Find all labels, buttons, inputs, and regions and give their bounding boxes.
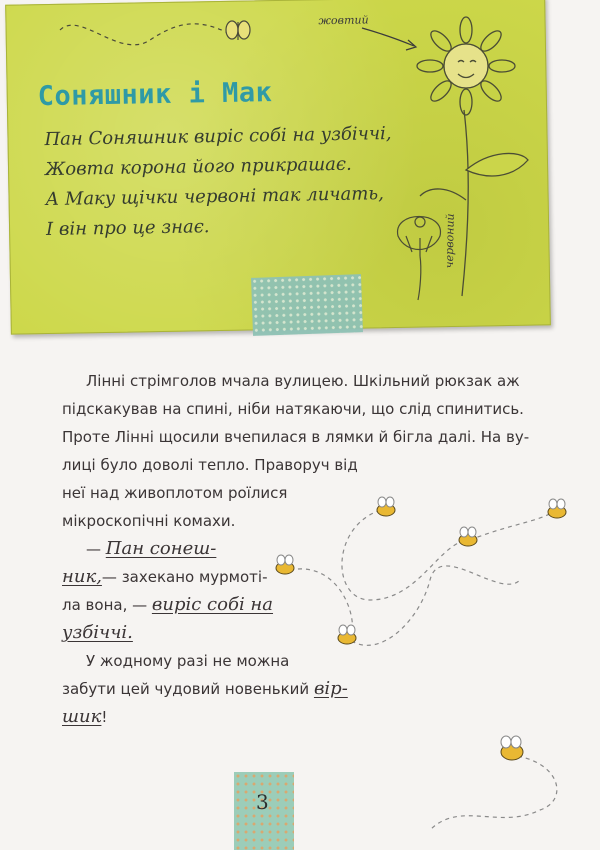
handwritten-text: шик — [62, 706, 102, 727]
text-line — [62, 675, 522, 703]
text-line: неї над живоплотом роїлися — [62, 484, 288, 502]
label-red: червоний — [442, 213, 457, 269]
tape-strip — [251, 274, 363, 336]
arrow-icon — [362, 28, 414, 46]
text-line — [62, 703, 522, 731]
text-line — [62, 563, 522, 591]
poem-line: І він про це знає. — [45, 216, 210, 241]
text-segment: ла вона, — — [62, 596, 148, 614]
handwritten-text: вір- — [313, 678, 348, 699]
poem-line: Жовта корона його прикрашає. — [44, 153, 352, 181]
poem-line: А Маку щічки червоні так личать, — [45, 183, 385, 211]
text-line: мікроскопічні комахи. — [62, 512, 236, 530]
dash: — — [86, 540, 101, 558]
text-line — [62, 591, 522, 619]
text-segment: — захекано мурмоті- — [101, 568, 268, 586]
sunflower-icon — [417, 17, 528, 296]
text-line — [62, 535, 522, 563]
label-yellow: жовтий — [318, 13, 369, 28]
text-line — [62, 619, 522, 647]
handwritten-text: виріс собі на — [151, 594, 274, 615]
handwritten-text: узбіччі. — [62, 622, 133, 643]
text-segment: забути цей чудовий новенький — [62, 680, 310, 698]
text-line: підскакував на спині, ніби натякаючи, що слід спинитись. — [62, 400, 524, 418]
note-title: Соняшник і Мак — [37, 77, 273, 113]
text-line: Лінні стрімголов мчала вулицею. Шкільний рюкзак аж — [86, 372, 520, 390]
text-segment: ! — [101, 708, 108, 726]
text-line: лиці було доволі тепло. Праворуч від — [62, 456, 358, 474]
text-line: Проте Лінні щосили вчепилася в лямки й бігла далі. На ву- — [62, 428, 530, 446]
poem-line: Пан Соняшник виріс собі на узбіччі, — [44, 123, 392, 151]
text-line: У жодному разі не можна — [86, 652, 290, 670]
poppy-icon — [398, 217, 441, 301]
page-number: 3 — [256, 790, 269, 814]
handwritten-text: ник, — [62, 566, 102, 587]
story-text — [62, 367, 530, 731]
bee-icon — [501, 736, 523, 760]
handwritten-text: Пан сонеш- — [105, 538, 217, 559]
butterfly-icon — [60, 21, 250, 45]
bee-icon — [548, 499, 566, 518]
